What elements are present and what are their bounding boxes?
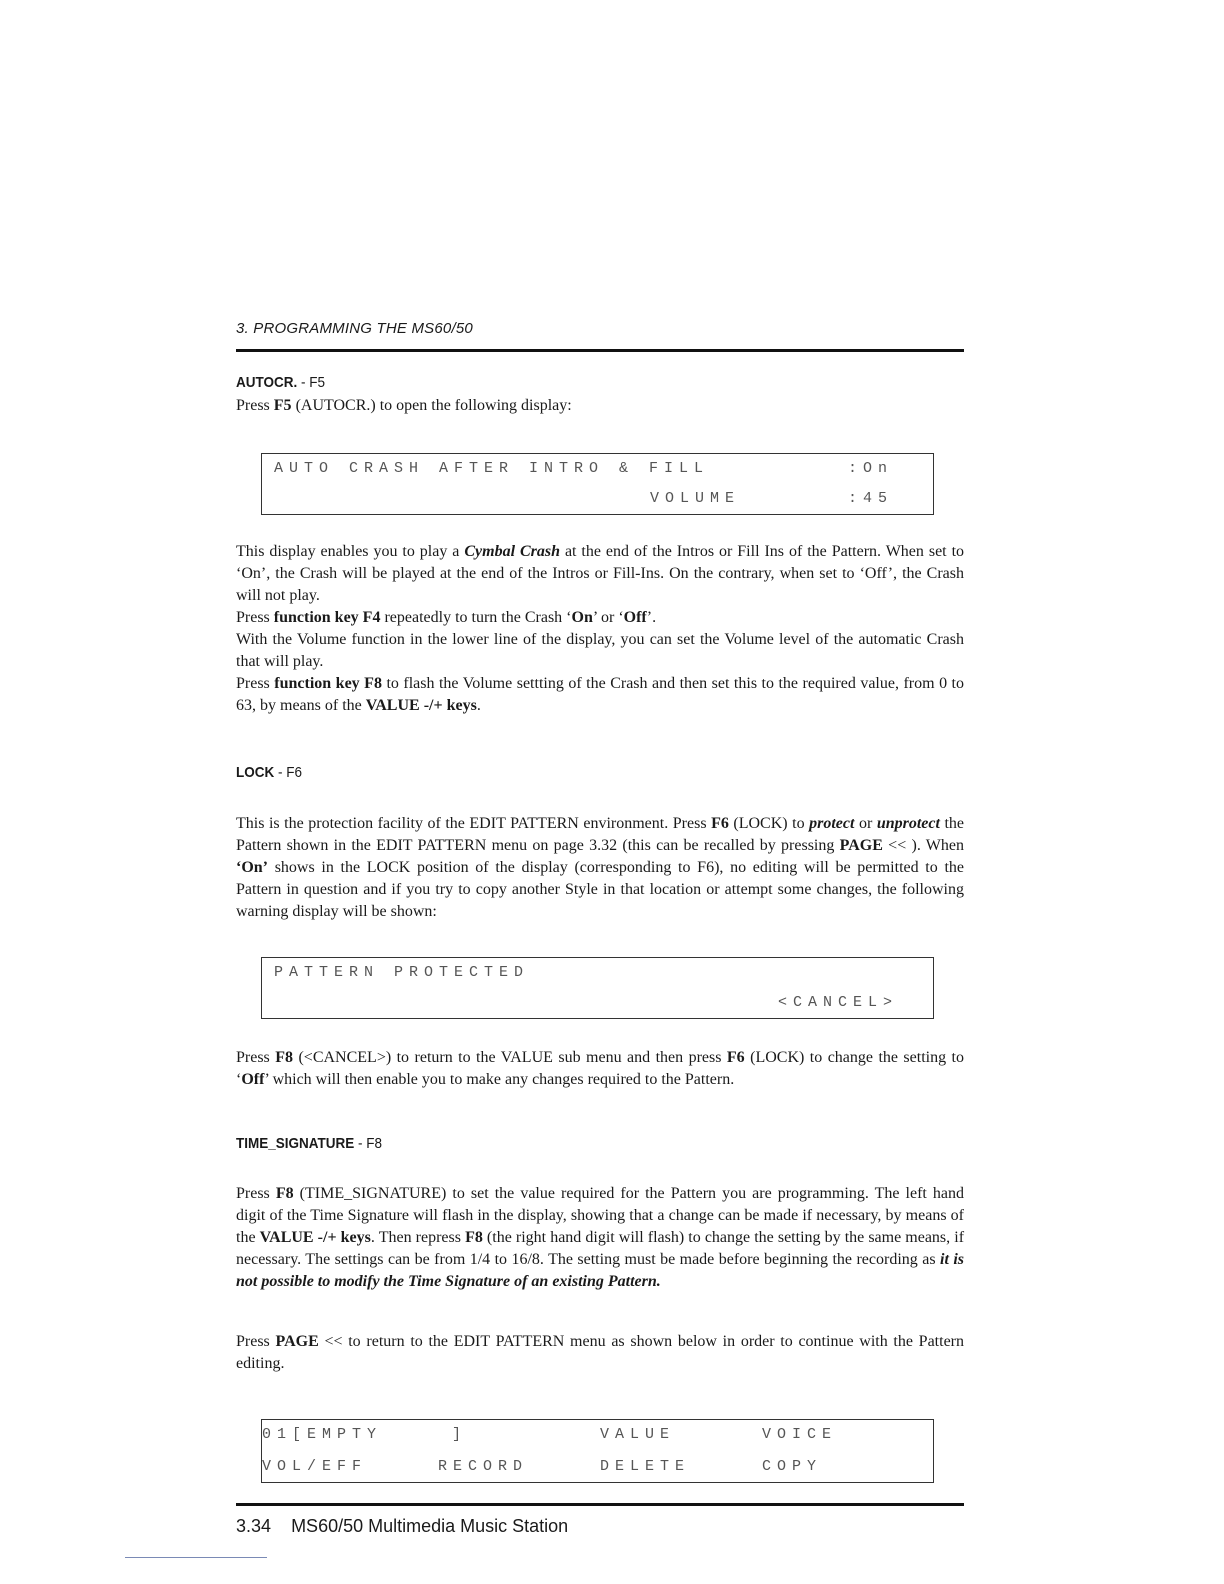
edit-pattern-display — [261, 1419, 934, 1483]
bottom-rule — [236, 1503, 964, 1506]
edit-pattern-cell-value: VALUE — [600, 1426, 676, 1443]
edit-pattern-cell-copy: COPY — [762, 1458, 823, 1475]
lock-body-p1: This is the protection facility of the EDIT PATTERN environment. Press F6 (LOCK) to protect or unprotect the Pattern shown in the EDIT PATTERN menu on page 3.32 (this can be recalled by pressing PAGE << ). When ‘On’ shows in the LOCK position of the display (corresponding to F6), no editing will be permitted to the Pattern in question and if you try to copy another Style in that location or attempt some changes, the following warning display will be shown: — [236, 815, 965, 920]
time-signature-heading — [236, 1135, 382, 1152]
time-signature-after-text: Press PAGE << to return to the EDIT PATTERN menu as shown below in order to continue with the Pattern editing. — [236, 1333, 964, 1372]
lock-after — [236, 1047, 964, 1091]
autocr-intro — [236, 395, 964, 417]
autocr-display — [261, 453, 934, 515]
time-signature-body — [236, 1183, 964, 1293]
time-signature-heading-key: - F8 — [354, 1135, 383, 1152]
lock-body — [236, 813, 964, 923]
top-rule — [236, 349, 964, 352]
scan-artifact-line — [125, 1557, 267, 1558]
autocr-intro-text: Press F5 (AUTOCR.) to open the following display: — [236, 397, 572, 414]
autocr-display-row1-value: :On — [848, 460, 894, 477]
autocr-body-p3: With the Volume function in the lower line of the display, you can set the Volume level of the automatic Crash that will play. — [236, 631, 964, 670]
autocr-body — [236, 541, 964, 717]
autocr-heading — [236, 374, 325, 391]
edit-pattern-cell-pattern: 01[EMPTY — [262, 1426, 383, 1443]
edit-pattern-cell-voice: VOICE — [762, 1426, 838, 1443]
edit-pattern-cell-delete: DELETE — [600, 1458, 691, 1475]
autocr-heading-title: AUTOCR. — [236, 374, 298, 391]
lock-heading-key: - F6 — [274, 764, 303, 781]
edit-pattern-cell-record: RECORD — [438, 1458, 529, 1475]
edit-pattern-cell-vol-eff: VOL/EFF — [262, 1458, 368, 1475]
time-signature-after — [236, 1331, 964, 1375]
footer-page-number: 3.34 — [236, 1516, 272, 1536]
autocr-display-row2-value: :45 — [848, 490, 894, 507]
page-footer — [236, 1516, 568, 1537]
time-signature-heading-title: TIME_SIGNATURE — [236, 1135, 355, 1152]
lock-display-cancel: <CANCEL> — [778, 994, 899, 1011]
lock-display — [261, 957, 934, 1019]
edit-pattern-cell-bracket: ] — [452, 1426, 468, 1443]
autocr-heading-key: - F5 — [297, 374, 326, 391]
autocr-display-row2-label: VOLUME — [650, 490, 741, 507]
time-signature-body-p1: Press F8 (TIME_SIGNATURE) to set the value required for the Pattern you are programming. The left hand digit of the Time Signature will flash in the display, showing that a change can be made if necessary, by means of the VALUE -/+ keys. Then repress F8 (the right hand digit will flash) to change the setting by the same means, if necessary. The settings can be from 1/4 to 16/8. The setting must be made before beginning the recording as it is not possible to modify the Time Signature of an existing Pattern. — [236, 1185, 965, 1290]
autocr-body-p4: Press function key F8 to flash the Volume settting of the Crash and then set this to the required value, from 0 to 63, by means of the VALUE -/+ keys. — [236, 675, 965, 714]
autocr-body-p1: This display enables you to play a Cymbal Crash at the end of the Intros or Fill Ins of the Pattern. When set to ‘On’, the Crash will be played at the end of the Intros or Fill-Ins. On the contrary, when set to ‘Off’, the Crash will not play. — [236, 543, 965, 604]
lock-heading-title: LOCK — [236, 764, 275, 781]
autocr-display-row1-label: AUTO CRASH AFTER INTRO & FILL — [274, 460, 710, 477]
autocr-body-p2: Press function key F4 repeatedly to turn the Crash ‘On’ or ‘Off’. — [236, 609, 657, 626]
lock-after-text: Press F8 (<CANCEL>) to return to the VALUE sub menu and then press F6 (LOCK) to change the setting to ‘Off’ which will then enable you to make any changes required to the Pattern. — [236, 1049, 964, 1088]
lock-heading — [236, 764, 302, 781]
lock-display-message: PATTERN PROTECTED — [274, 964, 530, 981]
running-head: 3. PROGRAMMING THE MS60/50 — [236, 320, 473, 337]
footer-title: MS60/50 Multimedia Music Station — [291, 1516, 569, 1536]
